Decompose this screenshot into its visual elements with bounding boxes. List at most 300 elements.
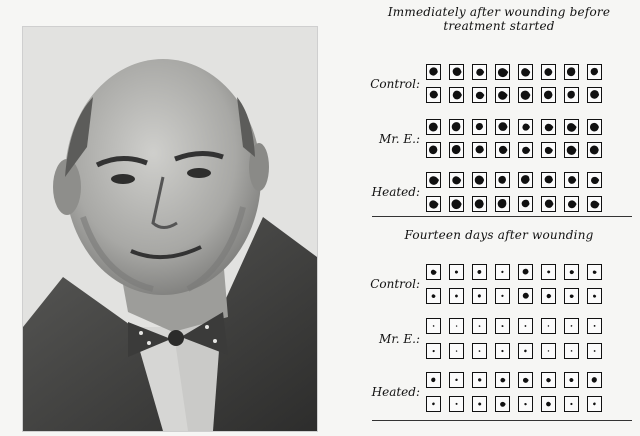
wound-blob bbox=[522, 124, 530, 131]
wound-cell bbox=[518, 172, 533, 188]
wound-cell bbox=[518, 64, 533, 80]
wound-cell bbox=[449, 172, 464, 188]
wound-mark bbox=[565, 397, 578, 411]
wound-cell bbox=[472, 396, 487, 412]
wound-cell bbox=[495, 196, 510, 212]
wound-cell bbox=[495, 172, 510, 188]
wound-mark bbox=[496, 344, 509, 358]
wound-blob bbox=[593, 271, 597, 274]
wound-blob bbox=[590, 90, 599, 99]
wound-mark bbox=[496, 173, 509, 187]
wound-cell bbox=[426, 396, 441, 412]
wound-blob bbox=[433, 350, 435, 352]
wound-blob bbox=[478, 378, 482, 381]
wound-mark bbox=[496, 88, 509, 102]
wound-mark bbox=[542, 120, 555, 134]
wound-mark bbox=[473, 65, 486, 79]
wound-cell bbox=[495, 396, 510, 412]
wound-mark bbox=[519, 120, 532, 134]
wound-cell bbox=[541, 172, 556, 188]
wound-cell bbox=[541, 119, 556, 135]
wound-cell bbox=[564, 372, 579, 388]
wound-mark bbox=[473, 120, 486, 134]
wound-mark bbox=[427, 289, 440, 303]
wound-mark bbox=[450, 344, 463, 358]
wound-blob bbox=[476, 92, 485, 99]
wound-blob bbox=[498, 199, 507, 208]
wound-cell bbox=[426, 196, 441, 212]
wound-cell bbox=[426, 172, 441, 188]
wound-cell bbox=[541, 372, 556, 388]
wound-mark bbox=[519, 65, 532, 79]
wound-mark bbox=[565, 265, 578, 279]
wound-cell bbox=[541, 196, 556, 212]
wound-blob bbox=[524, 350, 527, 353]
wound-blob bbox=[594, 325, 596, 327]
wound-cell bbox=[541, 396, 556, 412]
wound-mark bbox=[565, 319, 578, 333]
wound-blob bbox=[456, 403, 458, 405]
wound-mark bbox=[427, 173, 440, 187]
wound-cell bbox=[564, 64, 579, 80]
wound-cell bbox=[564, 264, 579, 280]
wound-blob bbox=[544, 91, 553, 100]
wound-cell bbox=[541, 318, 556, 334]
wound-cell bbox=[518, 318, 533, 334]
group-label: Heated: bbox=[371, 185, 420, 199]
wound-blob bbox=[545, 200, 554, 208]
wound-blob bbox=[479, 325, 481, 327]
group-label: Mr. E.: bbox=[379, 331, 420, 346]
wound-blob bbox=[498, 176, 506, 184]
wound-cell bbox=[564, 288, 579, 304]
wound-mark bbox=[427, 65, 440, 79]
wound-mark bbox=[473, 344, 486, 358]
wound-mark bbox=[496, 120, 509, 134]
wound-mark bbox=[565, 344, 578, 358]
wound-blob bbox=[452, 176, 461, 184]
wound-cell bbox=[518, 196, 533, 212]
wound-mark bbox=[473, 143, 486, 157]
wound-mark bbox=[496, 65, 509, 79]
wound-mark bbox=[473, 265, 486, 279]
wound-mark bbox=[542, 397, 555, 411]
wound-blob bbox=[498, 122, 507, 131]
wound-blob bbox=[523, 378, 529, 383]
wound-blob bbox=[592, 377, 597, 382]
after-fourteen-days-heading: Fourteen days after wounding bbox=[404, 228, 594, 242]
wound-cell bbox=[495, 343, 510, 359]
wound-blob bbox=[547, 270, 550, 273]
wound-mark bbox=[565, 173, 578, 187]
wound-cell bbox=[472, 64, 487, 80]
wound-cell bbox=[472, 87, 487, 103]
wound-blob bbox=[567, 123, 577, 132]
wound-blob bbox=[567, 91, 574, 99]
wound-mark bbox=[588, 173, 601, 187]
wound-mark bbox=[588, 88, 601, 102]
wound-mark bbox=[519, 88, 532, 102]
wound-blob bbox=[567, 67, 575, 76]
wound-mark bbox=[588, 120, 601, 134]
wound-blob bbox=[455, 271, 458, 274]
wound-blob bbox=[498, 91, 508, 100]
wound-cell bbox=[472, 119, 487, 135]
wound-cell bbox=[472, 172, 487, 188]
wound-cell bbox=[518, 119, 533, 135]
wound-blob bbox=[545, 147, 553, 154]
wound-blob bbox=[455, 379, 457, 381]
wound-mark bbox=[427, 143, 440, 157]
wound-blob bbox=[478, 403, 481, 406]
wound-cell bbox=[564, 87, 579, 103]
wound-cell bbox=[495, 64, 510, 80]
wound-blob bbox=[478, 294, 481, 297]
wound-mark bbox=[427, 319, 440, 333]
wound-mark bbox=[542, 143, 555, 157]
wound-mark bbox=[542, 289, 555, 303]
wound-blob bbox=[501, 350, 503, 352]
wound-blob bbox=[476, 123, 483, 130]
wound-blob bbox=[524, 403, 527, 405]
wound-cell bbox=[518, 288, 533, 304]
wound-blob bbox=[570, 294, 574, 298]
wound-blob bbox=[571, 350, 573, 352]
wound-blob bbox=[476, 69, 484, 76]
wound-cell bbox=[518, 343, 533, 359]
wound-mark bbox=[588, 265, 601, 279]
wound-mark bbox=[588, 397, 601, 411]
wound-blob bbox=[544, 68, 552, 76]
group-label: Mr. E.: bbox=[379, 131, 420, 146]
wound-blob bbox=[591, 201, 600, 209]
wound-mark bbox=[519, 197, 532, 211]
wound-cell bbox=[495, 264, 510, 280]
wound-blob bbox=[479, 350, 481, 352]
wound-cell bbox=[541, 142, 556, 158]
wound-cell bbox=[518, 142, 533, 158]
wound-mark bbox=[542, 344, 555, 358]
wound-blob bbox=[500, 402, 506, 407]
wound-mark bbox=[588, 319, 601, 333]
wound-mark bbox=[588, 373, 601, 387]
wound-mark bbox=[519, 265, 532, 279]
wound-mark bbox=[565, 120, 578, 134]
wound-blob bbox=[475, 199, 484, 208]
wound-cell bbox=[495, 288, 510, 304]
wound-cell bbox=[426, 64, 441, 80]
wound-blob bbox=[475, 176, 484, 185]
wound-blob bbox=[501, 295, 503, 297]
wound-cell bbox=[426, 119, 441, 135]
wound-cell bbox=[495, 372, 510, 388]
wound-cell bbox=[449, 264, 464, 280]
wound-blob bbox=[547, 294, 552, 298]
portrait-illustration bbox=[23, 27, 317, 431]
wound-mark bbox=[427, 373, 440, 387]
wound-cell bbox=[495, 119, 510, 135]
wound-cell bbox=[449, 372, 464, 388]
wound-cell bbox=[587, 87, 602, 103]
wound-blob bbox=[570, 270, 574, 274]
wound-cell bbox=[426, 343, 441, 359]
wound-cell bbox=[449, 119, 464, 135]
wound-cell bbox=[587, 119, 602, 135]
wound-cell bbox=[564, 196, 579, 212]
wound-blob bbox=[452, 122, 461, 131]
wound-mark bbox=[450, 319, 463, 333]
wound-blob bbox=[429, 146, 437, 155]
wound-mark bbox=[542, 173, 555, 187]
wound-blob bbox=[593, 295, 596, 298]
wound-blob bbox=[433, 325, 435, 327]
wound-cell bbox=[449, 318, 464, 334]
wound-blob bbox=[525, 325, 527, 327]
wound-mark bbox=[473, 319, 486, 333]
bottom-divider bbox=[372, 420, 632, 421]
wound-blob bbox=[499, 146, 508, 154]
wound-mark bbox=[427, 88, 440, 102]
wound-cell bbox=[564, 343, 579, 359]
wound-cell bbox=[426, 142, 441, 158]
wound-cell bbox=[426, 288, 441, 304]
wound-blob bbox=[590, 146, 599, 155]
wound-blob bbox=[522, 200, 530, 208]
wound-mark bbox=[427, 397, 440, 411]
wound-cell bbox=[426, 264, 441, 280]
wound-cell bbox=[587, 196, 602, 212]
wound-blob bbox=[571, 325, 573, 327]
wound-mark bbox=[519, 373, 532, 387]
wound-mark bbox=[427, 344, 440, 358]
group-label: Control: bbox=[370, 76, 420, 91]
wound-cell bbox=[426, 318, 441, 334]
wound-mark bbox=[450, 373, 463, 387]
wound-mark bbox=[450, 173, 463, 187]
wound-mark bbox=[542, 319, 555, 333]
group-label: Control: bbox=[370, 277, 420, 291]
wound-cell bbox=[449, 64, 464, 80]
wound-mark bbox=[473, 173, 486, 187]
wound-cell bbox=[587, 372, 602, 388]
wound-mark bbox=[496, 197, 509, 211]
wound-mark bbox=[588, 197, 601, 211]
wound-blob bbox=[545, 124, 554, 131]
wound-cell bbox=[472, 142, 487, 158]
wound-blob bbox=[567, 146, 577, 155]
wound-mark bbox=[450, 289, 463, 303]
wound-mark bbox=[450, 65, 463, 79]
wound-blob bbox=[522, 147, 530, 154]
wound-mark bbox=[450, 197, 463, 211]
wound-cell bbox=[472, 372, 487, 388]
wound-cell bbox=[564, 119, 579, 135]
wound-mark bbox=[542, 88, 555, 102]
wound-mark bbox=[496, 319, 509, 333]
wound-blob bbox=[545, 176, 553, 184]
wound-cell bbox=[518, 372, 533, 388]
wound-mark bbox=[496, 143, 509, 157]
wound-mark bbox=[496, 289, 509, 303]
wound-blob bbox=[429, 67, 438, 75]
wound-mark bbox=[473, 88, 486, 102]
wound-mark bbox=[542, 373, 555, 387]
wound-blob bbox=[523, 269, 529, 275]
wound-blob bbox=[456, 350, 458, 351]
wound-cell bbox=[587, 172, 602, 188]
wound-cell bbox=[495, 87, 510, 103]
wound-cell bbox=[472, 288, 487, 304]
wound-blob bbox=[546, 378, 551, 382]
wound-mark bbox=[473, 197, 486, 211]
before-treatment-heading: Immediately after wounding before treatment started bbox=[387, 5, 611, 33]
wound-blob bbox=[548, 350, 549, 351]
wound-mark bbox=[427, 265, 440, 279]
wound-blob bbox=[453, 91, 462, 100]
wound-mark bbox=[519, 344, 532, 358]
wound-cell bbox=[541, 87, 556, 103]
wound-mark bbox=[565, 88, 578, 102]
wound-cell bbox=[472, 196, 487, 212]
wound-mark bbox=[588, 65, 601, 79]
wound-cell bbox=[587, 142, 602, 158]
wound-blob bbox=[568, 176, 576, 184]
group-label: Heated: bbox=[371, 385, 420, 399]
wound-blob bbox=[570, 403, 572, 405]
wound-cell bbox=[541, 64, 556, 80]
wound-mark bbox=[565, 373, 578, 387]
wound-blob bbox=[498, 68, 508, 77]
wound-blob bbox=[432, 403, 435, 406]
wound-mark bbox=[588, 344, 601, 358]
wound-blob bbox=[453, 67, 462, 75]
wound-cell bbox=[587, 343, 602, 359]
wound-cell bbox=[426, 372, 441, 388]
wound-blob bbox=[591, 68, 598, 75]
wound-cell bbox=[518, 87, 533, 103]
wound-cell bbox=[472, 264, 487, 280]
wound-mark bbox=[588, 289, 601, 303]
wound-cell bbox=[587, 288, 602, 304]
wound-mark bbox=[519, 173, 532, 187]
wound-blob bbox=[456, 325, 458, 326]
wound-blob bbox=[501, 271, 503, 273]
wound-cell bbox=[495, 318, 510, 334]
wound-blob bbox=[429, 176, 439, 185]
wound-blob bbox=[569, 378, 573, 382]
wound-blob bbox=[452, 145, 461, 154]
wound-mark bbox=[565, 65, 578, 79]
wound-cell bbox=[564, 318, 579, 334]
wound-cell bbox=[449, 196, 464, 212]
wound-mark bbox=[542, 65, 555, 79]
wound-cell bbox=[449, 288, 464, 304]
wound-mark bbox=[519, 289, 532, 303]
wound-mark bbox=[496, 397, 509, 411]
wound-cell bbox=[541, 264, 556, 280]
wound-blob bbox=[593, 402, 596, 405]
wound-mark bbox=[588, 143, 601, 157]
wound-mark bbox=[427, 197, 440, 211]
wound-blob bbox=[477, 270, 481, 274]
wound-mark bbox=[519, 319, 532, 333]
wound-mark bbox=[450, 88, 463, 102]
wound-cell bbox=[472, 343, 487, 359]
wound-blob bbox=[591, 177, 599, 184]
wound-cell bbox=[564, 396, 579, 412]
wound-mark bbox=[542, 265, 555, 279]
wound-blob bbox=[430, 91, 438, 99]
wound-mark bbox=[450, 120, 463, 134]
wound-cell bbox=[449, 142, 464, 158]
wound-blob bbox=[594, 350, 596, 352]
wound-mark bbox=[473, 289, 486, 303]
wound-blob bbox=[451, 199, 461, 209]
wound-blob bbox=[432, 294, 436, 298]
wound-mark bbox=[473, 373, 486, 387]
wound-blob bbox=[501, 325, 503, 327]
wound-blob bbox=[455, 295, 458, 298]
section-divider bbox=[372, 216, 632, 217]
wound-cell bbox=[449, 396, 464, 412]
wound-blob bbox=[431, 378, 435, 383]
wound-blob bbox=[590, 123, 599, 132]
wound-blob bbox=[546, 402, 551, 407]
wound-mark bbox=[450, 397, 463, 411]
wound-blob bbox=[521, 91, 531, 100]
wound-cell bbox=[426, 87, 441, 103]
wound-mark bbox=[496, 373, 509, 387]
wound-cell bbox=[564, 172, 579, 188]
wound-mark bbox=[450, 143, 463, 157]
wound-blob bbox=[429, 123, 438, 132]
wound-mark bbox=[519, 143, 532, 157]
wound-cell bbox=[541, 288, 556, 304]
wound-blob bbox=[523, 293, 529, 299]
wound-mark bbox=[519, 397, 532, 411]
wound-mark bbox=[565, 143, 578, 157]
wound-cell bbox=[587, 396, 602, 412]
wound-cell bbox=[564, 142, 579, 158]
wound-cell bbox=[541, 343, 556, 359]
wound-mark bbox=[450, 265, 463, 279]
wound-mark bbox=[565, 197, 578, 211]
wound-cell bbox=[518, 264, 533, 280]
wound-blob bbox=[521, 68, 530, 76]
wound-mark bbox=[427, 120, 440, 134]
wound-blob bbox=[431, 270, 437, 275]
wound-cell bbox=[587, 318, 602, 334]
wound-mark bbox=[496, 265, 509, 279]
wound-mark bbox=[542, 197, 555, 211]
wound-mark bbox=[473, 397, 486, 411]
wound-blob bbox=[548, 325, 549, 327]
wound-blob bbox=[568, 200, 577, 208]
wound-blob bbox=[500, 378, 505, 383]
wound-cell bbox=[495, 142, 510, 158]
wound-cell bbox=[449, 343, 464, 359]
wound-cell bbox=[449, 87, 464, 103]
wound-cell bbox=[472, 318, 487, 334]
portrait-photo bbox=[22, 26, 318, 432]
wound-cell bbox=[587, 64, 602, 80]
wound-cell bbox=[587, 264, 602, 280]
wound-blob bbox=[521, 175, 530, 184]
wound-cell bbox=[518, 396, 533, 412]
wound-blob bbox=[476, 146, 484, 154]
wound-mark bbox=[565, 289, 578, 303]
wound-blob bbox=[429, 200, 438, 208]
